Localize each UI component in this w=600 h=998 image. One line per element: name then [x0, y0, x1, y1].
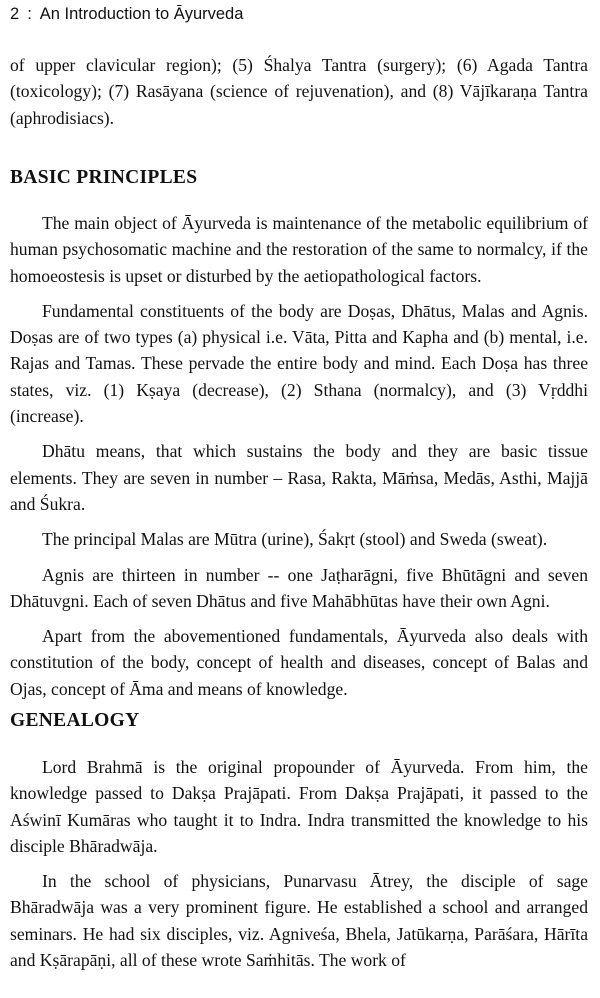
paragraph: Apart from the abovementioned fundamentals, Āyurveda also deals with constitution of the body, concept of health and diseases, concept of Balas and Ojas, concept of Āma and means of knowledge.	[10, 626, 588, 699]
section-body-genealogy	[10, 754, 588, 982]
paragraph: Dhātu means, that which sustains the body and they are basic tissue elements. They are seven in number – Rasa, Rakta, Māṁsa, Medās, Asthi, Majjā and Śukra.	[10, 441, 588, 514]
header-separator: :	[27, 5, 32, 23]
paragraph: Fundamental constituents of the body are Doṣas, Dhātus, Malas and Agnis. Doṣas are of two types (a) physical i.e. Vāta, Pitta and Kapha and (b) mental, i.e. Rajas and Tamas. These pervade the entire body and mind. Each Doṣa has three states, viz. (1) Kṣaya (decrease), (2) Sthana (normalcy), and (3) Vṛddhi (increase).	[10, 300, 588, 427]
paragraph: The principal Malas are Mūtra (urine), Śakṛt (stool) and Sweda (sweat).	[42, 529, 548, 550]
page-number: 2	[10, 5, 20, 23]
paragraph: In the school of physicians, Punarvasu Ātrey, the disciple of sage Bhāradwāja was a very prominent figure. He established a school and arranged seminars. He had six disciples, viz. Agniveśa, Bhela, Jatūkarṇa, Parāśara, Hārīta and Kṣārapāṇi, all of these wrote Saṁhitās. The work of	[10, 871, 588, 971]
continuation-paragraph: of upper clavicular region); (5) Śhalya Tantra (surgery); (6) Agada Tantra (toxicology); (7) Rasāyana (science of rejuvenation), and (8) Vājīkaraṇa Tantra (aphrodisiacs).	[10, 55, 588, 128]
section-heading-genealogy: GENEALOGY	[10, 710, 140, 731]
section-heading-basic-principles: BASIC PRINCIPLES	[10, 167, 198, 188]
running-header	[10, 5, 243, 24]
book-title: An Introduction to Āyurveda	[39, 5, 244, 23]
paragraph: Lord Brahmā is the original propounder of Āyurveda. From him, the knowledge passed to Dakṣa Prajāpati. From Dakṣa Prajāpati, it passed to the Aświnī Kumāras who taught it to Indra. Indra transmitted the knowledge to his disciple Bhāradwāja.	[10, 757, 588, 856]
continuation-block	[10, 52, 588, 140]
paragraph: The main object of Āyurveda is maintenance of the metabolic equilibrium of human psychosomatic machine and the restoration of the same to normalcy, if the homoeostesis is upset or disturbed by the aetiopathological factors.	[10, 213, 588, 286]
section-body-basic-principles	[10, 210, 588, 711]
paragraph: Agnis are thirteen in number -- one Jaṭharāgni, five Bhūtāgni and seven Dhātuvgni. Each of seven Dhātus and five Mahābhūtas have their own Agni.	[10, 564, 588, 611]
